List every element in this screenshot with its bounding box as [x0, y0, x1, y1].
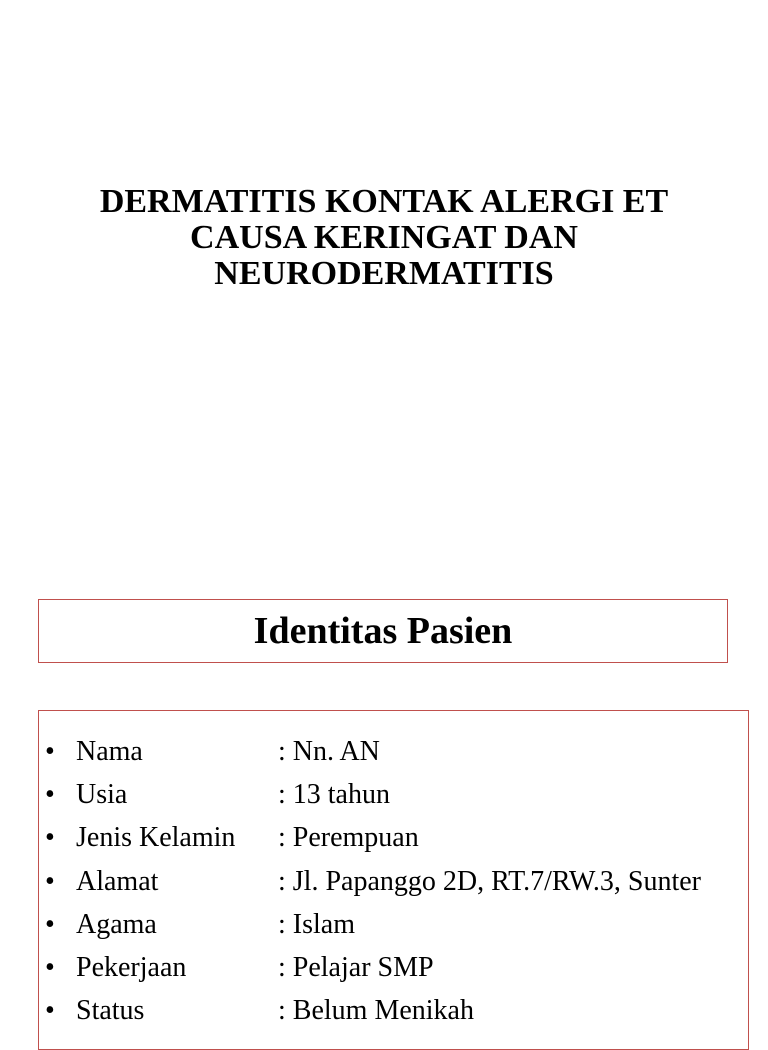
- field-label: Usia: [76, 779, 128, 811]
- patient-info-list: [45, 732, 701, 1034]
- field-value: : Perempuan: [278, 822, 419, 854]
- title-line: CAUSA KERINGAT DAN: [190, 219, 578, 256]
- patient-field-status: [45, 991, 701, 1034]
- title-line: NEURODERMATITIS: [214, 255, 554, 292]
- bullet-icon: •: [45, 951, 55, 983]
- field-value: : Nn. AN: [278, 736, 380, 767]
- title-line: DERMATITIS KONTAK ALERGI ET: [99, 183, 669, 220]
- section-header-box: [38, 599, 728, 663]
- bullet-icon: •: [45, 736, 55, 767]
- field-label: Pekerjaan: [76, 951, 187, 983]
- field-value: : Islam: [278, 908, 355, 940]
- bullet-icon: •: [45, 779, 55, 811]
- field-label: Alamat: [76, 865, 159, 897]
- field-value: : 13 tahun: [278, 779, 390, 811]
- field-label: Jenis Kelamin: [76, 822, 236, 854]
- patient-field-nama: [45, 732, 701, 775]
- bullet-icon: •: [45, 995, 55, 1027]
- field-label: Agama: [76, 908, 157, 940]
- patient-field-alamat: [45, 862, 701, 905]
- field-label: Nama: [76, 736, 143, 767]
- bullet-icon: •: [45, 865, 55, 897]
- bullet-icon: •: [45, 908, 55, 940]
- field-value: : Jl. Papanggo 2D, RT.7/RW.3, Sunter: [278, 865, 701, 897]
- field-label: Status: [76, 995, 145, 1027]
- bullet-icon: •: [45, 822, 55, 854]
- patient-field-pekerjaan: [45, 948, 701, 991]
- field-value: : Belum Menikah: [278, 995, 474, 1027]
- patient-info-box: [38, 710, 749, 1050]
- document-title: [0, 184, 768, 292]
- section-heading: Identitas Pasien: [253, 610, 513, 652]
- patient-field-jenis-kelamin: [45, 818, 701, 861]
- patient-field-agama: [45, 905, 701, 948]
- field-value: : Pelajar SMP: [278, 951, 434, 983]
- patient-field-usia: [45, 775, 701, 818]
